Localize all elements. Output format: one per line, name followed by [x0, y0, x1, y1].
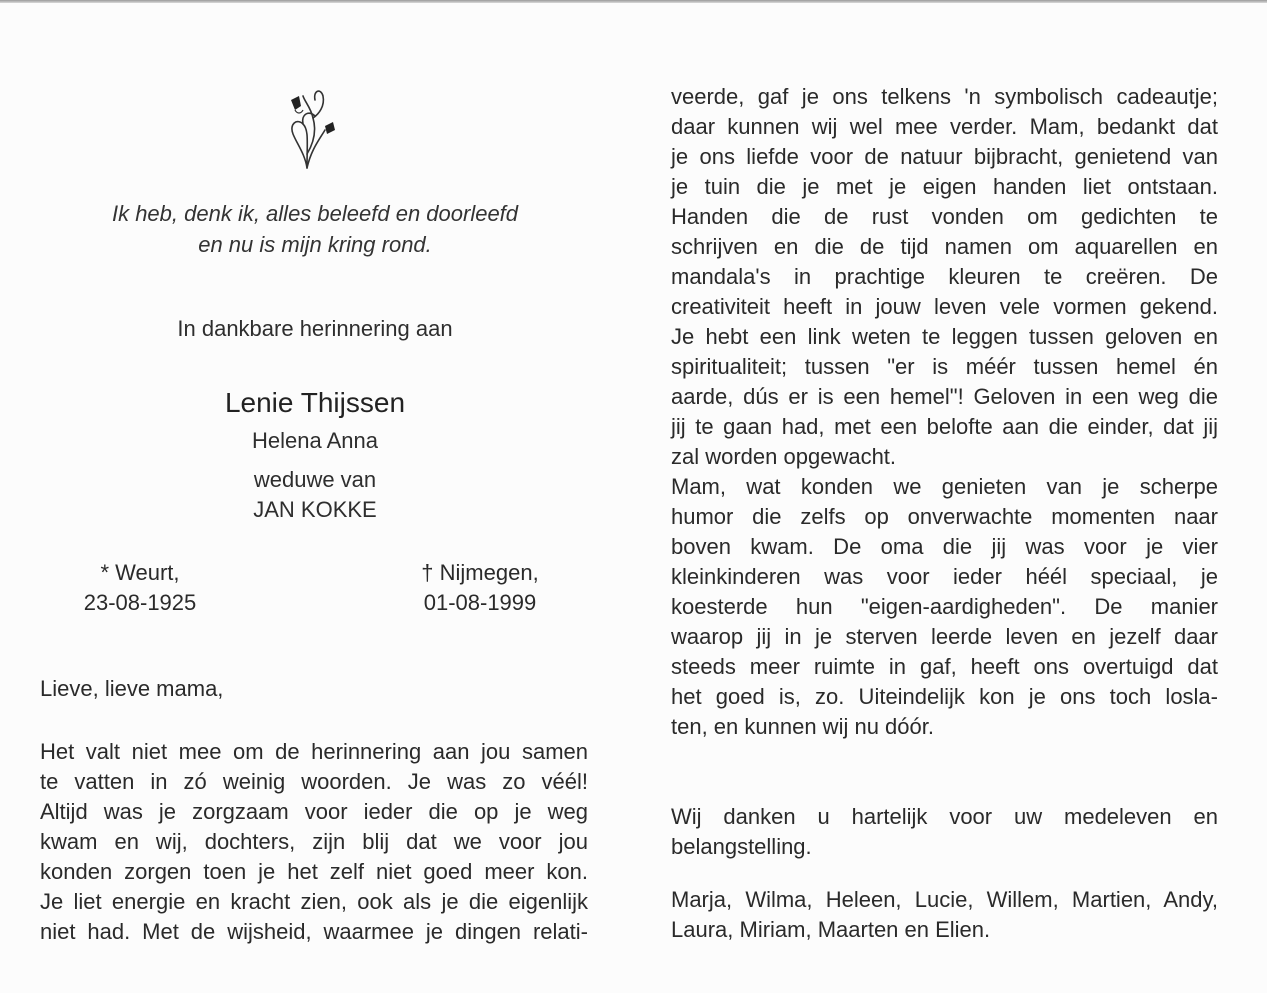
letter-line: Altijd was je zorgzaam voor ieder die op je weg [40, 799, 588, 824]
verse-line-1: Ik heb, denk ik, alles beleefd en doorleefd [111, 201, 519, 226]
letter-line: niet had. Met de wijsheid, waarmee je dingen relati- [40, 919, 588, 944]
letter-line: Je hebt een link weten te leggen tussen geloven en [671, 324, 1218, 349]
letter-left [40, 737, 588, 947]
intro-text: In dankbare herinnering aan [177, 316, 453, 341]
letter-line: Het valt niet mee om de herinnering aan jou samen [40, 739, 588, 764]
family-line: Marja, Wilma, Heleen, Lucie, Willem, Martien, Andy, [671, 887, 1218, 912]
letter-line: mandala's in prachtige kleuren te creëren. De [671, 264, 1218, 289]
birth-info [40, 558, 240, 618]
letter-line: waarop jij in je sterven leerde leven en jezelf daar [671, 624, 1218, 649]
letter-line: ten, en kunnen wij nu dóór. [671, 714, 934, 739]
flower-ornament-icon [283, 84, 343, 174]
letter-line: koesterde hun "eigen-aardigheden". De manier [671, 594, 1218, 619]
letter-line: kleinkinderen was voor ieder héél speciaal, je [671, 564, 1218, 589]
letter-line: Je liet energie en kracht zien, ook als je die eigenlijk [40, 889, 588, 914]
letter-line: schrijven en die de tijd namen om aquarellen en [671, 234, 1218, 259]
right-page [633, 0, 1267, 993]
family-names [671, 885, 1218, 945]
thanks-line: Wij danken u hartelijk voor uw medeleven en [671, 804, 1218, 829]
greeting: Lieve, lieve mama, [40, 676, 224, 701]
death-date: 01-08-1999 [423, 590, 537, 615]
letter-line: Handen die de rust vonden om gedichten te [671, 204, 1218, 229]
letter-line: daar kunnen wij wel mee verder. Mam, bedankt dat [671, 114, 1218, 139]
letter-right [671, 82, 1218, 742]
thanks-line: belangstelling. [671, 834, 812, 859]
husband-name: JAN KOKKE [253, 497, 377, 522]
birth-place: * Weurt, [100, 560, 180, 585]
letter-line: aarde, dús er is een hemel"! Geloven in een weg die [671, 384, 1218, 409]
family-line: Laura, Miriam, Maarten en Elien. [671, 917, 991, 942]
letter-line: konden zorgen toen je het zelf niet goed meer kon. [40, 859, 588, 884]
thanks-text [671, 802, 1218, 862]
letter-line: creativiteit heeft in jouw leven vele vormen gekend. [671, 294, 1218, 319]
letter-line: je ons liefde voor de natuur bijbracht, genietend van [671, 144, 1218, 169]
letter-line: Mam, wat konden we genieten van je scherpe [671, 474, 1218, 499]
letter-line: het goed is, zo. Uiteindelijk kon je ons toch losla- [671, 684, 1218, 709]
left-page [0, 0, 633, 993]
death-info [380, 558, 580, 618]
widow-of-label: weduwe van [253, 467, 377, 492]
letter-line: je tuin die je met je eigen handen liet ontstaan. [671, 174, 1218, 199]
birth-date: 23-08-1925 [83, 590, 197, 615]
death-place: † Nijmegen, [421, 560, 539, 585]
letter-line: humor die zelfs op onverwachte momenten naar [671, 504, 1218, 529]
letter-line: veerde, gaf je ons telkens 'n symbolisch cadeautje; [671, 84, 1218, 109]
letter-line: steeds meer ruimte in gaf, heeft ons overtuigd dat [671, 654, 1218, 679]
deceased-name: Lenie Thijssen [224, 387, 406, 418]
letter-line: te vatten in zó weinig woorden. Je was zo véél! [40, 769, 588, 794]
letter-line: kwam en wij, dochters, zijn blij dat we voor jou [40, 829, 588, 854]
letter-line: zal worden opgewacht. [671, 444, 897, 469]
letter-line: boven kwam. De oma die jij was voor je vier [671, 534, 1218, 559]
given-names: Helena Anna [252, 428, 378, 453]
verse-line-2: en nu is mijn kring rond. [198, 232, 432, 257]
letter-line: spiritualiteit; tussen "er is méér tussen hemel én [671, 354, 1218, 379]
letter-line: jij te gaan had, met een belofte aan die einder, dat jij [671, 414, 1218, 439]
